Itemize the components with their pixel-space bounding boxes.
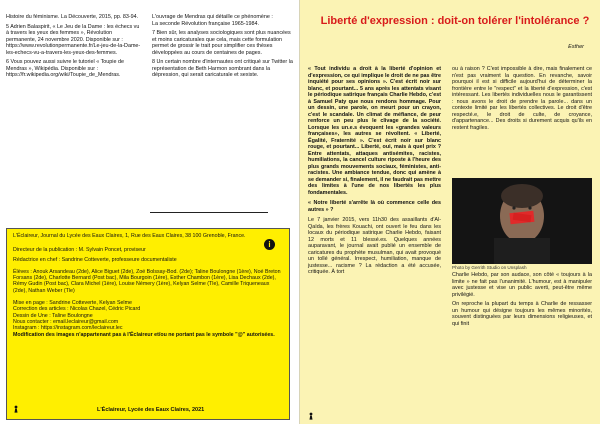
credits-proofreading: Correction des articles : Nicolas Chazel, Cédric Picard (13, 306, 141, 313)
note-item: 7 Bien sûr, les analyses sociologiques sont plus nuancées et moins caricaturales que cela, mais cette formulation permet de grossir le trait pour simplifier ces thèses développées au cours de centaines de pages. (152, 30, 291, 56)
pawn-icon (13, 405, 19, 413)
credits-students: Élèves : Anouk Arsandeau (2de), Alice Biguet (2de), Zoé Bolssay-Bod. (2de); Taline Boulongne (1ère), Noé Breton Forsans (2de), Charlotte Bernard (Post bac), Mila Bourgoin (1ère), Esther Chambon (1ère), Lisa Dechaux (2de), Rémy Gudin (Post bac), Clara Michel (1ère), Louise Némery (1ère), Kelyan Selme (Tle), Camille Triqueneaux (2de), Nathan Weber (Tle) (13, 268, 281, 294)
article-paragraph: ou à raison ? C'est impossible à dire, mais finalement ce n'est pas vraiment la question. En revanche, savoir pourquoi il est si difficile aujourd'hui de déterminer la frontière entre le "respect" et la liberté d'expression, c'est intéressant. Les libertés individuelles nous le garantissent : nous avons le droit de prendre la parole... dans un contexte limité par les libertés collectives. Le droit d'être respecté.e, le droit de culte, de croyance, d'appartenance... Des droits si durement acquis qu'ils en restent fragiles. (452, 66, 592, 131)
pawn-icon (308, 412, 314, 420)
reference-item: Histoire du féminisme. La Découverte, 2015, pp. 83-94. (6, 14, 139, 20)
photo-caption: Photo by Gerrith Studio on Unsplash (452, 265, 527, 270)
reference-item: 6 Vous pouvez aussi suivre le tutoriel « Toupie de Mendras », Wikipédia. Disponible sur : https://fr.wikipedia.org/wiki/Toupie_de_Mendras. (6, 59, 124, 78)
credits-footer: L'Éclaireur, Lycée des Eaux Claires, 2021 (97, 406, 205, 413)
credits-cover: Dessin de Une : Taline Boulongne (13, 312, 93, 319)
credits-instagram: Instagram : https://instagram.com/leclaireur.lec (13, 325, 123, 332)
credits-rights: Modification des images n'appartenant pas à l'Éclaireur et/ou ne portant pas le symbole "@" autorisées. (13, 331, 275, 338)
article-left-column (308, 66, 441, 280)
right-page (300, 0, 600, 424)
gagged-man-illustration (452, 178, 592, 264)
credits-editor: Rédactrice en chef : Sandrine Cotteverte, professeure documentaliste (13, 256, 177, 263)
article-paragraph: « Tout individu a droit à la liberté d'opinion et d'expression, ce qui implique le droit de ne pas être inquiété pour ses opinions ». C'est écrit noir sur blanc, et pourtant... 5 ans après les attentats visant le périodique satirique français Charlie Hebdo, c'est à Samuel Paty que nous rendons hommage. Pour un dessin, une parole, on meurt pour un crayon, c'est le scandale. Un climat de méfiance, de peur renforce un peu plus le clivage de la société. Lorsque les un.e.s évoquent les «grandes valeurs françaises», les autres se révoltent. « Liberté, Égalité, Fraternité ». C'est écrit noir sur blanc rouge, et pourtant... Liberté, oui, mais à quel prix ? Entre attentats, attaques antisémites, racistes, humiliations, la cancel culture riposte à l'heure des plus grands mouvements sociaux, féministes, anti-racistes. Une ambiance tendue, donc qui amène à se demander si, finalement, il ne faudrait pas mettre des limites à l'une de nos libertés les plus fondamentales. (308, 66, 442, 196)
article-photo (452, 178, 592, 264)
credits-address: L'Éclaireur, Journal du Lycée des Eaux Claires, 1, Rue des Eaux Claires, 38 100 Grenoble, France. (13, 233, 246, 239)
article-paragraph: On reproche la plupart du temps à Charlie de ressasser un humour qui désigne toujours les mêmes minorités, souvent distinguées par leurs dimensions religieuses, et qui finit (452, 301, 592, 327)
note-item: L'ouvrage de Mendras qui détaille ce phénomène : (152, 14, 273, 20)
credits-director: Directeur de la publication : M. Sylvain Poncet, proviseur (13, 247, 146, 254)
reference-item: 5 Adrien Balaspirit, « Le Jeu de la Dame : les échecs vu à travers les yeux des femmes », Révolution permanente, 24 novembre 2020. Disponible sur : https://www.revolutionpermanente.fr/Le-jeu-de-la-Dame-les-echecs-vu-a-travers-les-yeux-des-femmes. (6, 23, 141, 56)
article-paragraph: Le 7 janvier 2015, vers 11h30 des assaillants d'Al-Qaïda, les frères Kouachi, ont ouvert le feu dans les locaux du périodique satirique Charlie Hebdo, faisant 12 morts et 11 blessé.es. Quelques années auparavant, le journal avait publié un ensemble de caricatures du prophète musulman, qui avait provoqué un tollé général. Irrespect, humiliation, manque de justesse... racisme ? La rédaction a été accusée, critiquée. À tort (308, 217, 441, 275)
article-subheading: « Notre liberté s'arrête là où commence celle des autres » ? (308, 200, 441, 213)
notes-divider (150, 212, 268, 213)
credits-contact: Nous contacter : email.leclaireur@gmail.com (13, 318, 119, 325)
references-column (6, 14, 141, 82)
article-right-column-bottom (452, 272, 592, 330)
credits-box (6, 228, 290, 420)
credits-layout: Mise en page : Sandrine Cotteverte, Kelyan Selme (13, 300, 132, 307)
article-title: Liberté d'expression : doit-on tolérer l'intolérance ? (320, 15, 590, 27)
article-author: Esther (568, 44, 584, 50)
note-item: La seconde Révolution française 1965-1984. (152, 20, 259, 27)
article-paragraph: Charlie Hebdo, par son audace, son côté « toujours à la limite » ne fait pas l'unanimité. L'humour, est à manipuler avec justesse et vise un public averti, peut-être même privilégié. (452, 272, 592, 298)
article-right-column-top (452, 66, 592, 134)
notes-column (152, 14, 294, 82)
note-item: 8 Un certain nombre d'internautes ont critiqué sur Twitter la représentation de Beth Harmon sombrant dans la dépression, qui serait caricaturale et sexiste. (152, 59, 293, 78)
info-icon: i (264, 239, 275, 250)
